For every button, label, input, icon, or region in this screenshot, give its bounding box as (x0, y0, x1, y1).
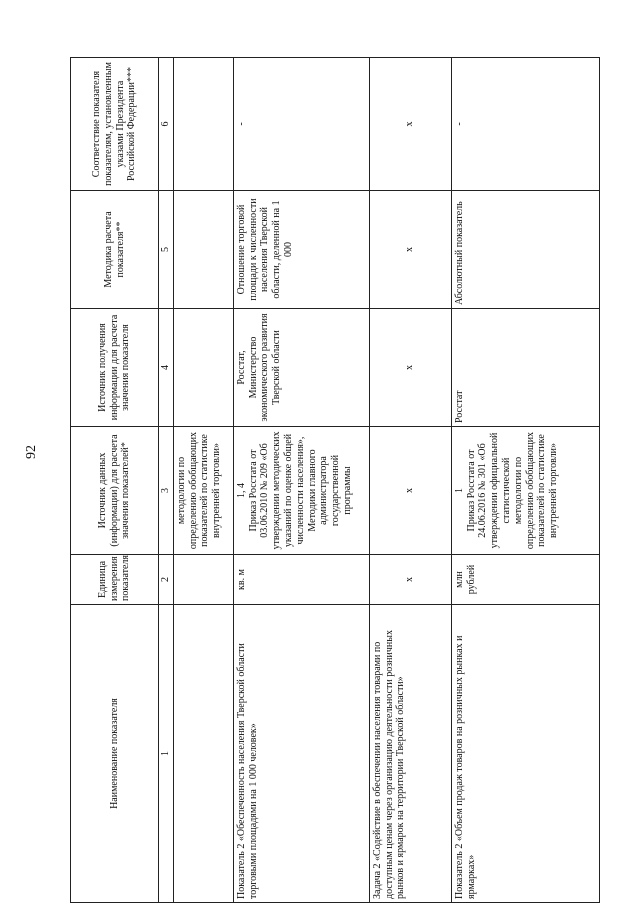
cell-unit: млн рублей (451, 555, 599, 605)
cell-method (173, 191, 233, 309)
cell-decree-compliance (173, 58, 233, 191)
column-number: 5 (159, 191, 174, 309)
cell-data-source: х (369, 427, 451, 555)
cell-indicator-name: Показатель 2 «Обеспеченность населения Тверской области торговыми площадями на 1 000 человек» (233, 605, 369, 903)
cell-info-source: х (369, 309, 451, 427)
header-method: Методика расчета показателя** (71, 191, 159, 309)
cell-decree-compliance: - (451, 58, 599, 191)
table-header-row (71, 58, 159, 903)
cell-data-source: методологии по определению обобщающих показателей по статистике внутренней торговли» (173, 427, 233, 555)
table-row (369, 58, 451, 903)
cell-method: Отношение торговой площади к численности населения Тверской области, деленной на 1 000 (233, 191, 369, 309)
cell-method: х (369, 191, 451, 309)
cell-indicator-name (173, 605, 233, 903)
cell-unit: кв. м (233, 555, 369, 605)
page-number: 92 (24, 445, 39, 459)
cell-info-source (173, 309, 233, 427)
column-number: 2 (159, 555, 174, 605)
cell-data-source: 1, 4 Приказ Росстата от 03.06.2010 № 209 «Об утверждении методических указаний по оценке общей численности населения», Методики главного администратора государственной программы (233, 427, 369, 555)
table-row (173, 58, 233, 903)
cell-data-source: 1 Приказ Росстата от 24.06.2016 № 301 «Об утверждении официальной статистической методологии по определению обобщающих показателей по статистике внутренней торговли» (451, 427, 599, 555)
table-row (233, 58, 369, 903)
header-decree-compliance: Соответствие показателя показателям, установленным указами Президента Российской Федерации*** (71, 58, 159, 191)
indicator-table-wrapper (70, 58, 598, 903)
cell-decree-compliance: - (233, 58, 369, 191)
cell-info-source: Росстат (451, 309, 599, 427)
cell-decree-compliance: х (369, 58, 451, 191)
cell-info-source: Росстат, Министерство экономического развития Тверской области (233, 309, 369, 427)
header-info-source: Источник получения информации для расчета значения показателя (71, 309, 159, 427)
cell-indicator-name: Задача 2 «Содействие в обеспечении населения товарами по доступным ценам через организацию деятельности розничных рынков и ярмарок на территории Тверской области» (369, 605, 451, 903)
header-data-source: Источник данных (информации) для расчета значения показателей* (71, 427, 159, 555)
indicator-table (70, 57, 600, 903)
cell-method: Абсолютный показатель (451, 191, 599, 309)
column-number: 4 (159, 309, 174, 427)
column-number: 6 (159, 58, 174, 191)
column-number-row (159, 58, 174, 903)
cell-unit: х (369, 555, 451, 605)
column-number: 3 (159, 427, 174, 555)
cell-indicator-name: Показатель 2 «Объем продаж товаров на розничных рынках и ярмарках» (451, 605, 599, 903)
header-unit: Единица измерения показателя (71, 555, 159, 605)
header-indicator-name: Наименование показателя (71, 605, 159, 903)
table-row (451, 58, 599, 903)
column-number: 1 (159, 605, 174, 903)
cell-unit (173, 555, 233, 605)
